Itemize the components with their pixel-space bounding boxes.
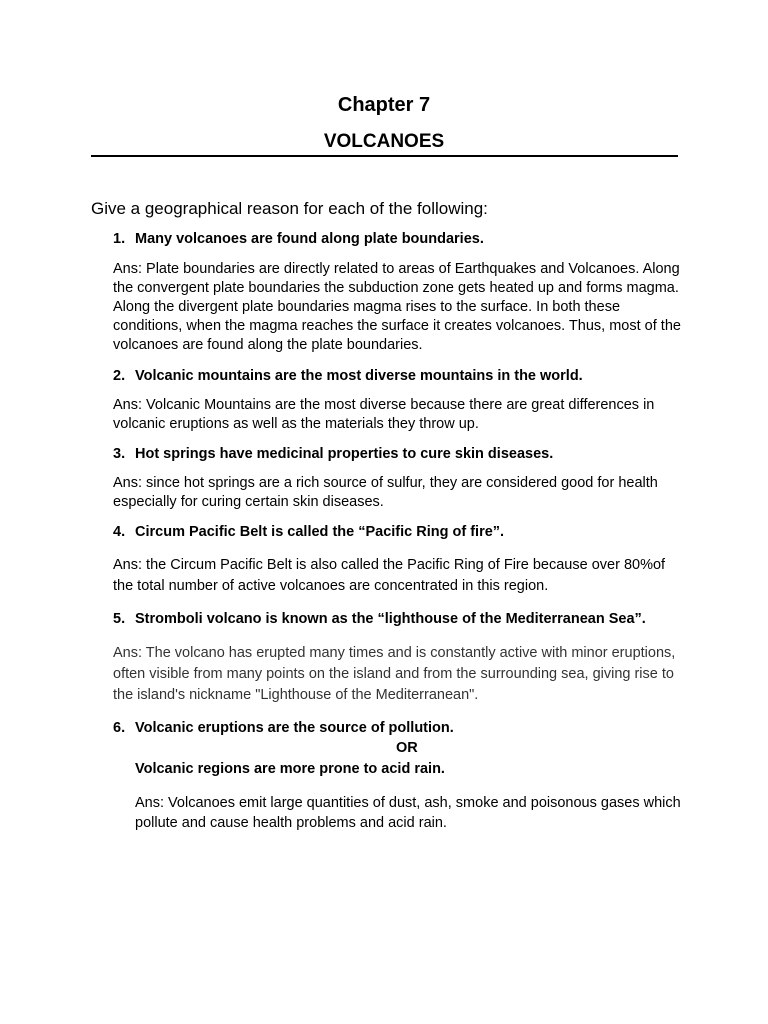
question-3 bbox=[113, 444, 693, 464]
question-2 bbox=[113, 366, 693, 386]
question-number: 1. bbox=[113, 231, 126, 247]
question-number: 6. bbox=[113, 720, 126, 736]
question-number: 2. bbox=[113, 368, 126, 384]
title-divider bbox=[91, 155, 678, 157]
question-6-alt: Volcanic regions are more prone to acid rain. bbox=[135, 761, 445, 777]
question-text: Stromboli volcano is known as the “lighthouse of the Mediterranean Sea”. bbox=[135, 611, 646, 627]
question-text: Circum Pacific Belt is called the “Pacific Ring of fire”. bbox=[135, 524, 505, 540]
question-1 bbox=[113, 229, 693, 249]
answer-6: Ans: Volcanoes emit large quantities of dust, ash, smoke and poisonous gases which pollute and cause health problems and acid rain. bbox=[135, 795, 681, 831]
question-text: Volcanic mountains are the most diverse mountains in the world. bbox=[135, 368, 583, 384]
answer-2: Ans: Volcanic Mountains are the most diverse because there are great differences in volcanic eruptions as well as the materials they throw up. bbox=[113, 397, 655, 432]
question-6 bbox=[113, 718, 693, 738]
answer-3: Ans: since hot springs are a rich source of sulfur, they are considered good for health especially for curing certain skin diseases. bbox=[113, 475, 658, 510]
answer-1: Ans: Plate boundaries are directly related to areas of Earthquakes and Volcanoes. Along the convergent plate boundaries the subduction zone gets heated up and forms magma. Along the divergent plate boundaries magma rises to the surface. In both these conditions, when the magma reaches the surface it creates volcanoes. Thus, most of the volcanoes are found along the plate boundaries. bbox=[113, 261, 681, 353]
page-title: VOLCANOES bbox=[323, 131, 445, 152]
answer-4: Ans: the Circum Pacific Belt is also called the Pacific Ring of Fire because over 80%of the total number of active volcanoes are concentrated in this region. bbox=[113, 557, 666, 594]
question-5 bbox=[113, 609, 693, 629]
question-number: 3. bbox=[113, 446, 126, 462]
instructions: Give a geographical reason for each of the following: bbox=[91, 199, 488, 218]
question-number: 4. bbox=[113, 524, 126, 540]
question-4 bbox=[113, 522, 693, 542]
question-number: 5. bbox=[113, 611, 126, 627]
question-text: Many volcanoes are found along plate boundaries. bbox=[135, 231, 484, 247]
question-text: Hot springs have medicinal properties to cure skin diseases. bbox=[135, 446, 554, 462]
chapter-heading: Chapter 7 bbox=[337, 94, 431, 116]
or-separator: OR bbox=[396, 740, 418, 756]
answer-5: Ans: The volcano has erupted many times and is constantly active with minor eruptions, often visible from many points on the island and from the surrounding sea, giving rise to the island's nickname "Lighthouse of the Mediterranean". bbox=[113, 645, 676, 703]
question-text: Volcanic eruptions are the source of pollution. bbox=[135, 720, 454, 736]
